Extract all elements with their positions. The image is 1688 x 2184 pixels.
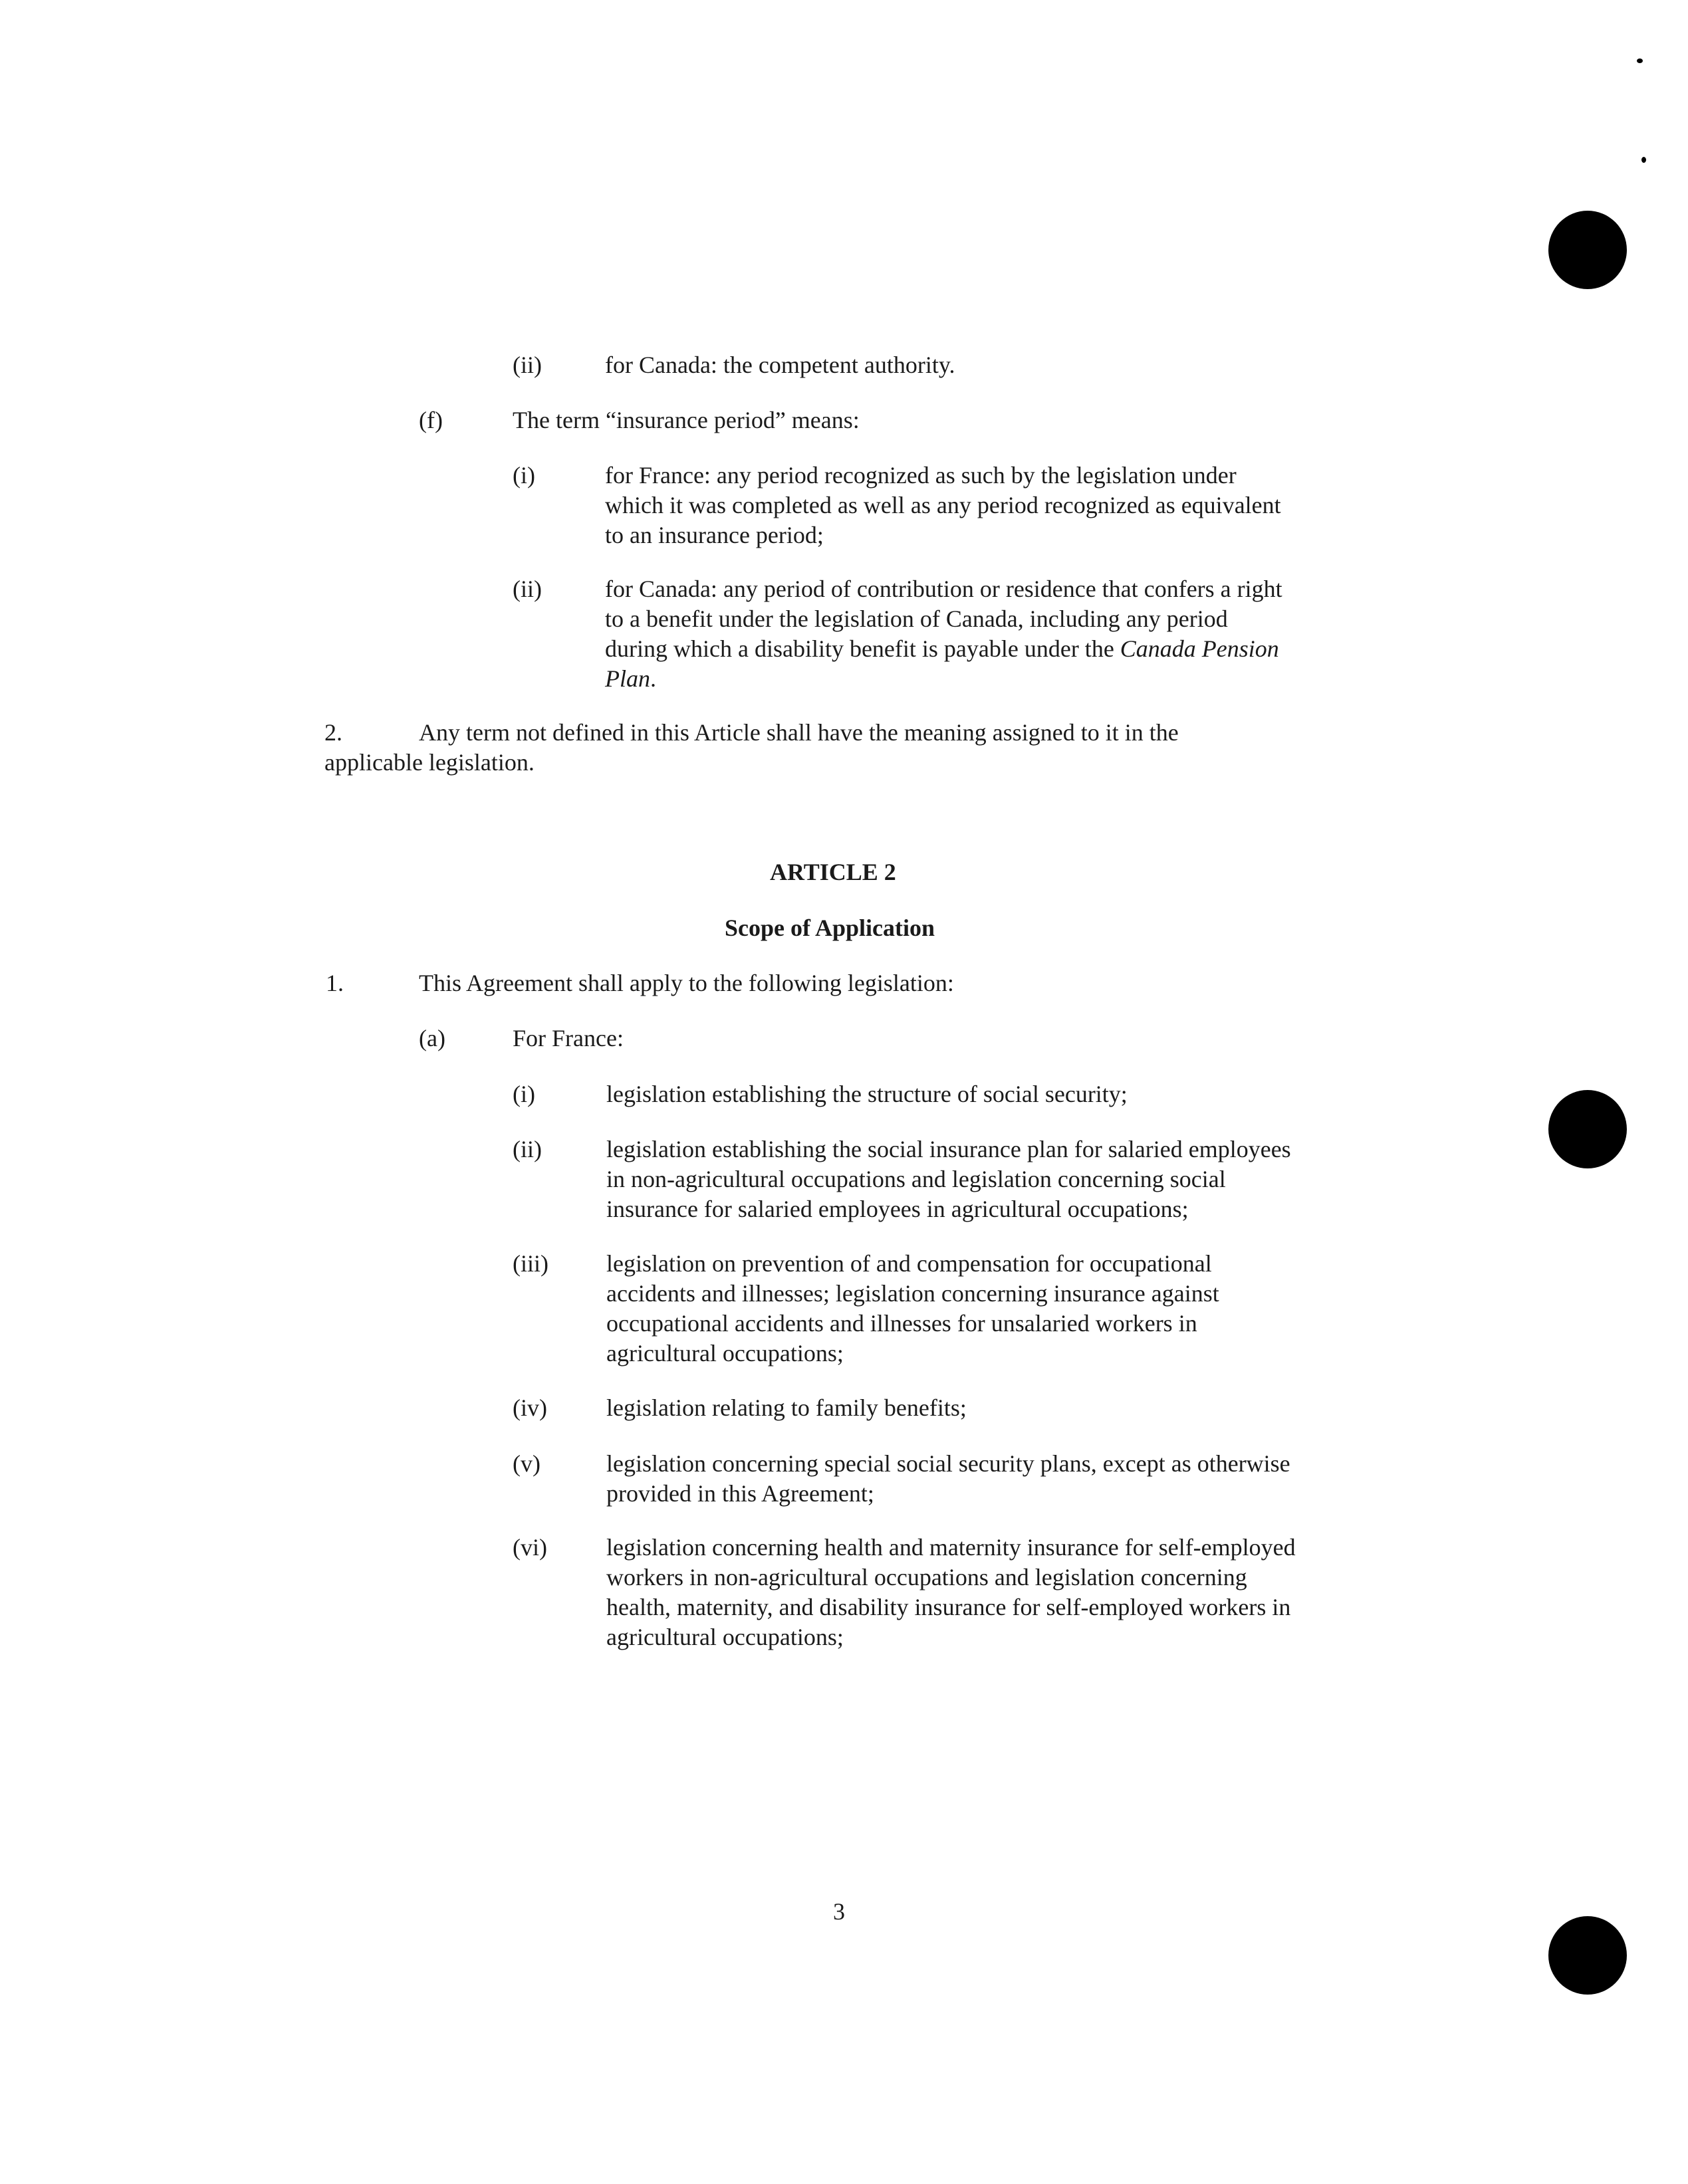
item-text-line (605, 634, 1279, 664)
list-item-line: insurance for salaried employees in agricultural occupations; (606, 1196, 1189, 1222)
punch-hole-bottom (1548, 1916, 1627, 1995)
list-item-line: agricultural occupations; (606, 1340, 844, 1366)
item-text-line: to a benefit under the legislation of Canada, including any period (605, 605, 1228, 632)
item-text-line: for France: any period recognized as such by the legislation under (605, 462, 1237, 489)
item-label: (a) (419, 1025, 445, 1051)
item-text: For France: (513, 1025, 624, 1051)
list-item-label: (i) (513, 1081, 535, 1107)
item-label: (ii) (513, 576, 542, 602)
list-item-line: legislation on prevention of and compensation for occupational (606, 1250, 1212, 1277)
list-item-line: provided in this Agreement; (606, 1480, 874, 1507)
list-item-label: (vi) (513, 1534, 547, 1561)
list-item-line: workers in non-agricultural occupations and legislation concerning (606, 1564, 1247, 1590)
item-text-line: to an insurance period; (605, 522, 824, 548)
punch-hole-middle (1548, 1090, 1627, 1168)
list-item-line: legislation establishing the social insurance plan for salaried employees (606, 1136, 1291, 1162)
list-item-line: health, maternity, and disability insurance for self-employed workers in (606, 1594, 1291, 1620)
list-item-label: (iv) (513, 1394, 547, 1421)
list-item-line: accidents and illnesses; legislation concerning insurance against (606, 1280, 1219, 1307)
list-item-label: (ii) (513, 1136, 542, 1162)
list-item-line: in non-agricultural occupations and legislation concerning social (606, 1166, 1226, 1192)
item-text-segment: during which a disability benefit is payable under the (605, 635, 1120, 662)
list-item-line: legislation establishing the structure of social security; (606, 1081, 1128, 1107)
item-text-line: which it was completed as well as any period recognized as equivalent (605, 492, 1281, 518)
list-item-line: legislation relating to family benefits; (606, 1394, 967, 1421)
item-text: for Canada: the competent authority. (605, 352, 955, 378)
paragraph-number: 2. (324, 719, 342, 746)
list-item-line: occupational accidents and illnesses for unsalaried workers in (606, 1310, 1197, 1337)
list-item-label: (v) (513, 1450, 541, 1477)
item-text: The term “insurance period” means: (513, 407, 860, 433)
italic-term: Canada Pension (1120, 635, 1279, 662)
item-label: (f) (419, 407, 443, 433)
item-label: (i) (513, 462, 535, 489)
item-text-segment: . (650, 665, 656, 692)
article-subheading: Scope of Application (725, 915, 935, 941)
list-item-line: legislation concerning special social security plans, except as otherwise (606, 1450, 1290, 1477)
article-heading: ARTICLE 2 (770, 859, 896, 885)
paragraph-text-line: Any term not defined in this Article shall have the meaning assigned to it in the (419, 719, 1179, 746)
paragraph-text: This Agreement shall apply to the following legislation: (419, 970, 954, 996)
page-number: 3 (833, 1898, 845, 1925)
paragraph-number: 1. (326, 970, 344, 996)
list-item-line: legislation concerning health and maternity insurance for self-employed (606, 1534, 1296, 1561)
list-item-label: (iii) (513, 1250, 548, 1277)
scan-speck (1637, 58, 1643, 63)
scan-speck (1641, 157, 1646, 163)
punch-hole-top (1548, 211, 1627, 289)
italic-term: Plan (605, 665, 650, 692)
paragraph-text-line: applicable legislation. (324, 749, 535, 776)
item-text-line: for Canada: any period of contribution or residence that confers a right (605, 576, 1282, 602)
item-label: (ii) (513, 352, 542, 378)
list-item-line: agricultural occupations; (606, 1624, 844, 1650)
item-text-line (605, 664, 656, 694)
